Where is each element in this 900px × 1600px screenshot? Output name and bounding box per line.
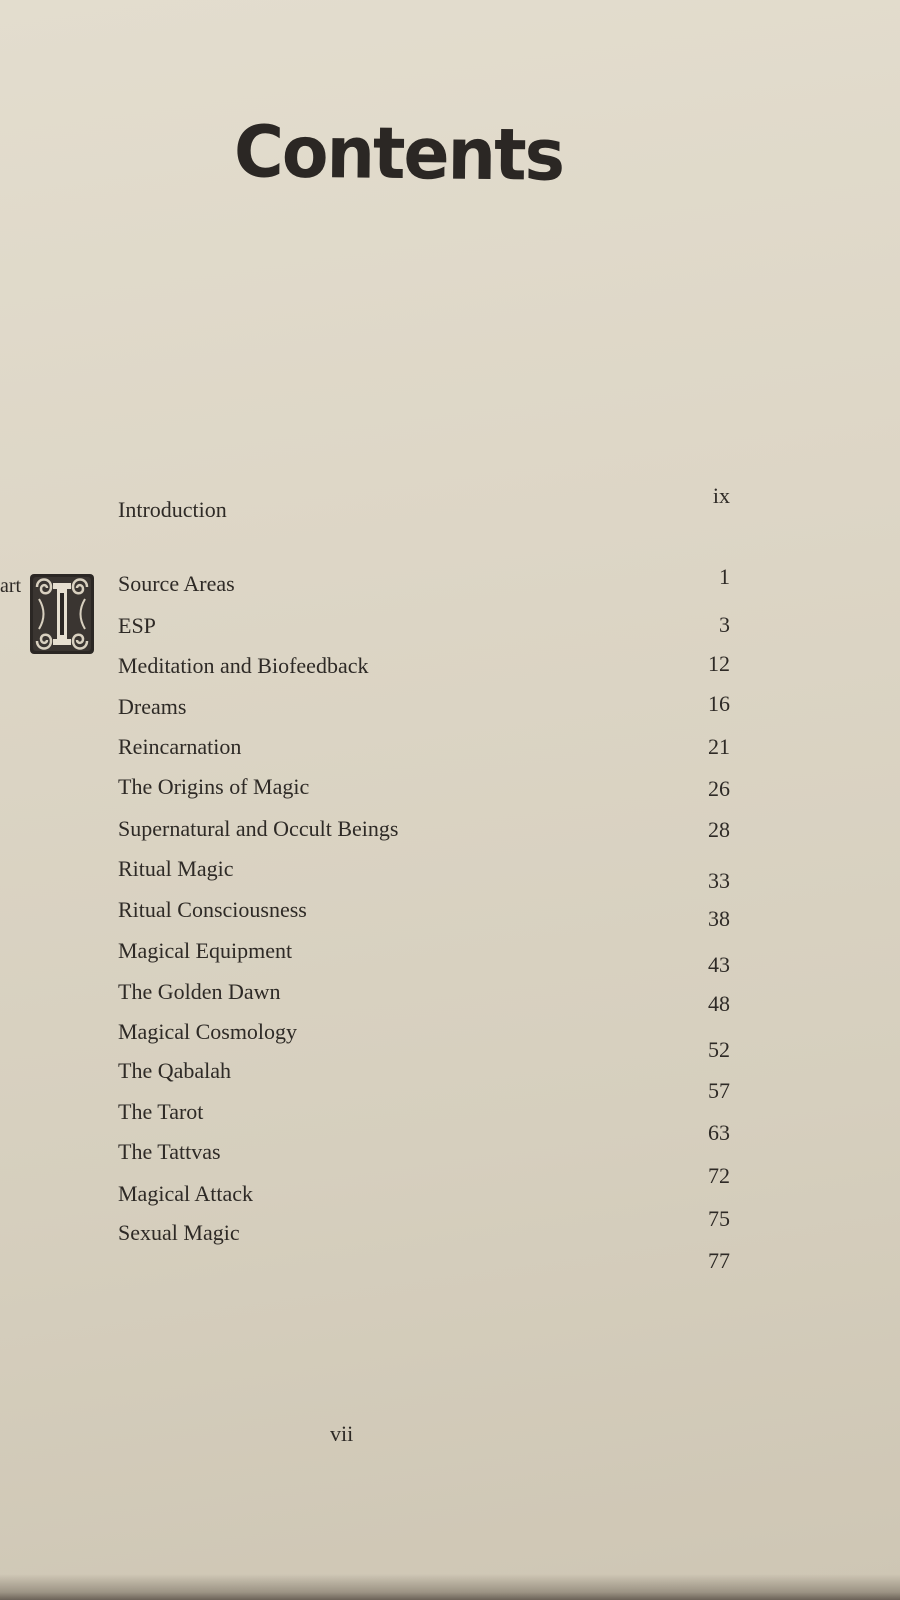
toc-entry-introduction: Introduction (118, 497, 227, 522)
toc-entry-label: Dreams (118, 694, 187, 719)
toc-entry-label: Supernatural and Occult Beings (118, 816, 399, 841)
toc-page-introduction: ix (712, 483, 730, 508)
toc-page-number: 21 (708, 734, 730, 759)
page-title: Contents (233, 111, 564, 198)
toc-entry-label: Ritual Consciousness (118, 897, 307, 922)
toc-page-number: 77 (708, 1248, 730, 1273)
toc-entry-label: Reincarnation (118, 734, 242, 759)
part-label-fragment: art (0, 575, 22, 597)
toc-entry-label: The Tarot (118, 1099, 204, 1124)
toc-page-number: 3 (719, 612, 730, 637)
toc-page-number: 33 (708, 868, 730, 893)
toc-page-number: 38 (708, 906, 730, 931)
toc-entry-label: Source Areas (118, 571, 235, 596)
toc-page-number: 1 (719, 564, 730, 589)
toc-page-number: 43 (708, 952, 730, 977)
toc-page-number: 72 (708, 1163, 730, 1188)
toc-entry-label: ESP (118, 613, 156, 638)
toc-page-number: 52 (708, 1037, 730, 1062)
toc-entry-label: Magical Equipment (118, 938, 293, 963)
toc-entry-label: The Qabalah (118, 1058, 231, 1083)
toc-entry-label: Meditation and Biofeedback (118, 653, 369, 678)
page-edge-shadow (0, 1574, 900, 1600)
toc-entry-label: Sexual Magic (118, 1220, 240, 1245)
toc-entry-label: The Golden Dawn (118, 979, 281, 1004)
folio-page-number: vii (330, 1421, 354, 1446)
toc-entry-label: Ritual Magic (118, 856, 234, 881)
toc-page-number: 28 (708, 817, 730, 842)
toc-entry-label: The Origins of Magic (118, 774, 310, 799)
toc-page-number: 57 (708, 1078, 730, 1103)
toc-page-number: 12 (708, 651, 730, 676)
toc-entry-label: The Tattvas (118, 1139, 221, 1164)
toc-entry-label: Magical Cosmology (118, 1019, 298, 1044)
toc-page-number: 48 (708, 991, 730, 1016)
toc-page-number: 16 (708, 691, 730, 716)
toc-page-number: 63 (708, 1120, 730, 1145)
toc-entry-label: Magical Attack (118, 1181, 254, 1206)
toc-page-number: 75 (708, 1206, 730, 1231)
part-one-emblem-icon (29, 573, 95, 655)
toc-page-number: 26 (708, 776, 730, 801)
